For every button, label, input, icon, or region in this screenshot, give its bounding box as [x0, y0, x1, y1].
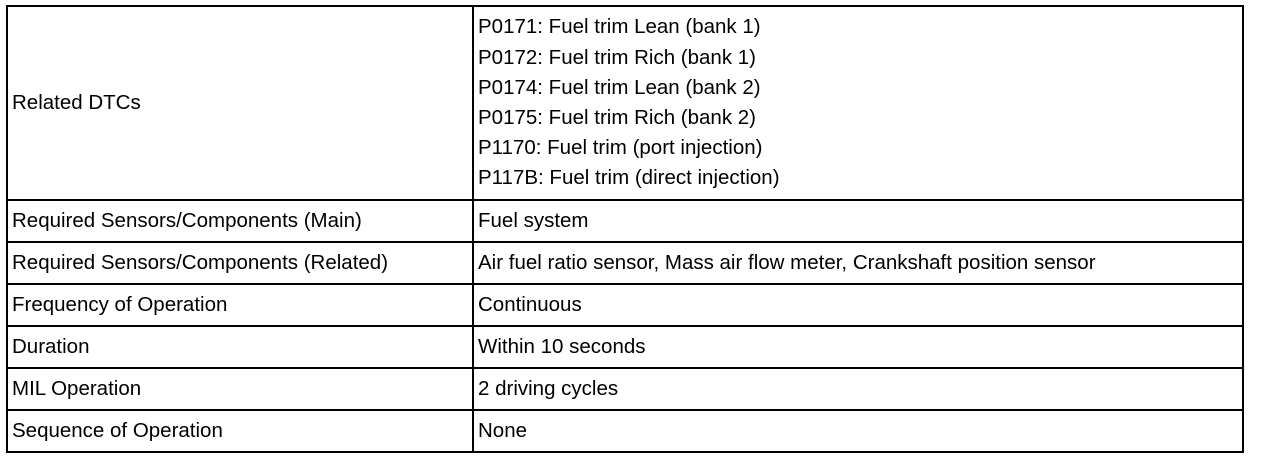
related-dtcs-value	[473, 6, 1243, 200]
dtc-item-p117b: P117B: Fuel trim (direct injection)	[478, 166, 780, 190]
sensors-related-value: Air fuel ratio sensor, Mass air flow meter, Crankshaft position sensor	[473, 242, 1243, 284]
table-row-sequence	[7, 410, 1243, 452]
related-dtcs-label: Related DTCs	[7, 6, 473, 200]
table-row-duration	[7, 326, 1243, 368]
sequence-label: Sequence of Operation	[7, 410, 473, 452]
dtc-item-p0171: P0171: Fuel trim Lean (bank 1)	[478, 15, 761, 39]
frequency-label: Frequency of Operation	[7, 284, 473, 326]
dtc-item-p1170: P1170: Fuel trim (port injection)	[478, 136, 763, 160]
dtc-list	[478, 12, 1238, 193]
dtc-item-p0172: P0172: Fuel trim Rich (bank 1)	[478, 45, 757, 69]
dtc-item-p0174: P0174: Fuel trim Lean (bank 2)	[478, 75, 761, 99]
sequence-value: None	[473, 410, 1243, 452]
duration-value: Within 10 seconds	[473, 326, 1243, 368]
monitor-spec-table	[6, 5, 1244, 453]
table-row-sensors-related	[7, 242, 1243, 284]
dtc-item-p0175: P0175: Fuel trim Rich (bank 2)	[478, 106, 757, 129]
sensors-related-label: Required Sensors/Components (Related)	[7, 242, 473, 284]
frequency-value: Continuous	[473, 284, 1243, 326]
duration-label: Duration	[7, 326, 473, 368]
table-row-related-dtcs	[7, 6, 1243, 200]
sensors-main-value: Fuel system	[473, 200, 1243, 242]
sensors-main-label: Required Sensors/Components (Main)	[7, 200, 473, 242]
table-row-frequency	[7, 284, 1243, 326]
table-row-mil-operation	[7, 368, 1243, 410]
table-row-sensors-main	[7, 200, 1243, 242]
mil-operation-value: 2 driving cycles	[473, 368, 1243, 410]
mil-operation-label: MIL Operation	[7, 368, 473, 410]
